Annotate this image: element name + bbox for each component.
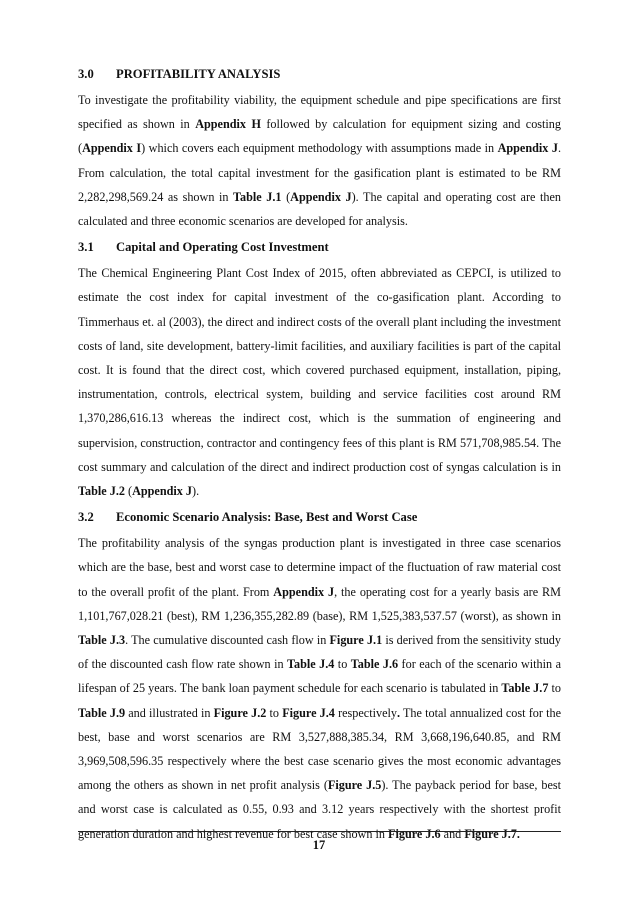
section-number: 3.0 <box>78 67 94 81</box>
bold-reference: Figure J.6 <box>388 826 441 841</box>
bold-reference: Figure J.2 <box>213 705 267 720</box>
bold-reference: Table J.3 <box>78 633 126 648</box>
page-content <box>78 66 561 852</box>
section-title: Capital and Operating Cost Investment <box>116 240 329 255</box>
text-run: ). The capital and operating cost are then calculated and three economic scenarios are developed for analysis. <box>78 189 561 229</box>
bold-reference: . <box>516 826 520 841</box>
text-run: . The cumulative discounted cash flow in <box>125 633 330 648</box>
bold-reference: Appendix J <box>273 584 335 599</box>
bold-reference: Table J.9 <box>78 705 126 720</box>
text-run: respectively <box>334 705 397 720</box>
text-run: . From calculation, the total capital investment for the gasification plant is estimated to be RM 2,282,298,569.24 as shown in <box>78 141 561 204</box>
section-number: 3.1 <box>78 240 94 255</box>
bold-reference: Table J.7 <box>501 681 549 696</box>
text-run: ). The payback period for base, best and worst case is calculated as 0.55, 0.93 and 3.12 years respectively with the shortest profit generation duration and highest revenue for best case shown in <box>78 778 562 841</box>
section-heading-3-2 <box>78 509 561 525</box>
text-run: , the operating cost for a yearly basis are RM 1,101,767,028.21 (best), RM 1,236,355,282.89 (base), RM 1,525,383,537.57 (worst), as shown in <box>78 584 561 623</box>
text-run: to <box>266 705 283 720</box>
bold-reference: Appendix I <box>82 141 142 156</box>
section-heading-3-1 <box>78 239 561 255</box>
text-run: To investigate the profitability viability, the equipment schedule and pipe specifications are first specified as shown in <box>78 93 561 132</box>
text-run: for each of the scenario within a lifespan of 25 years. The bank loan payment schedule for each scenario is tabulated in <box>78 657 561 696</box>
text-run: ( <box>124 484 133 499</box>
text-run: ) which covers each equipment methodology with assumptions made in <box>141 141 498 156</box>
text-run: The total annualized cost for the best, base and worst scenarios are RM 3,527,888,385.34, RM 3,668,196,640.85, and RM 3,969,508,596.35 respectively where the best case scenario gives the most economic advantages among the others as shown in net profit analysis ( <box>78 705 561 793</box>
text-run: is derived from the sensitivity study of the discounted cash flow rate shown in <box>78 633 561 672</box>
text-run: and <box>440 826 465 841</box>
section-title: Economic Scenario Analysis: Base, Best and Worst Case <box>116 510 418 525</box>
section-paragraph <box>78 88 561 233</box>
section-paragraph <box>78 261 561 503</box>
bold-reference: Appendix H <box>195 117 261 132</box>
bold-reference: Figure J.1 <box>329 633 383 648</box>
bold-reference: Table J.2 <box>78 484 125 499</box>
section-number: 3.2 <box>78 510 94 525</box>
bold-reference: Figure J.7 <box>464 826 517 841</box>
bold-reference: Figure J.5 <box>327 778 382 793</box>
text-run: The profitability analysis of the syngas production plant is investigated in three case scenarios which are the base, best and worst case to determine impact of the fluctuation of raw material cost to the overall profit of the plant. From <box>78 536 561 599</box>
bold-reference: Appendix J <box>132 484 193 499</box>
section-paragraph <box>78 531 561 846</box>
bold-reference: Appendix J <box>497 141 558 156</box>
bold-reference: Figure J.4 <box>282 705 335 720</box>
bold-reference: Table J.4 <box>287 657 335 672</box>
text-run: to <box>548 681 561 696</box>
text-run: The Chemical Engineering Plant Cost Index of 2015, often abbreviated as CEPCI, is utilized to estimate the cost index for capital investment of the co-gasification plant. According to Timmerhaus et. al (2003), the direct and indirect costs of the overall plant including the investment costs of land, site development, battery-limit facilities, and auxiliary facilities is part of the capital cost. It is found that the direct cost, which covered purchased equipment, installation, piping, instrumentation, controls, electrical system, building and service facilities cost around RM 1,370,286,616.13 whereas the indirect cost, which is the summation of engineering and supervision, construction, contractor and contingency fees of this plant is RM 571,708,985.54. The cost summary and calculation of the direct and indirect production cost of syngas calculation is in <box>78 266 561 474</box>
text-run: ( <box>281 189 291 204</box>
text-run: ). <box>192 484 200 499</box>
page-number: 17 <box>312 838 326 852</box>
section-heading-3-0 <box>78 66 561 82</box>
footer-divider <box>78 831 561 832</box>
text-run: to <box>334 657 351 672</box>
text-run: and illustrated in <box>125 705 214 720</box>
text-run: followed by calculation for equipment sizing and costing ( <box>78 117 561 156</box>
bold-reference: Table J.6 <box>350 657 399 672</box>
bold-reference: Appendix J <box>290 189 352 204</box>
bold-reference: Table J.1 <box>233 189 282 204</box>
bold-reference: . <box>396 705 401 720</box>
section-title: PROFITABILITY ANALYSIS <box>116 67 281 81</box>
